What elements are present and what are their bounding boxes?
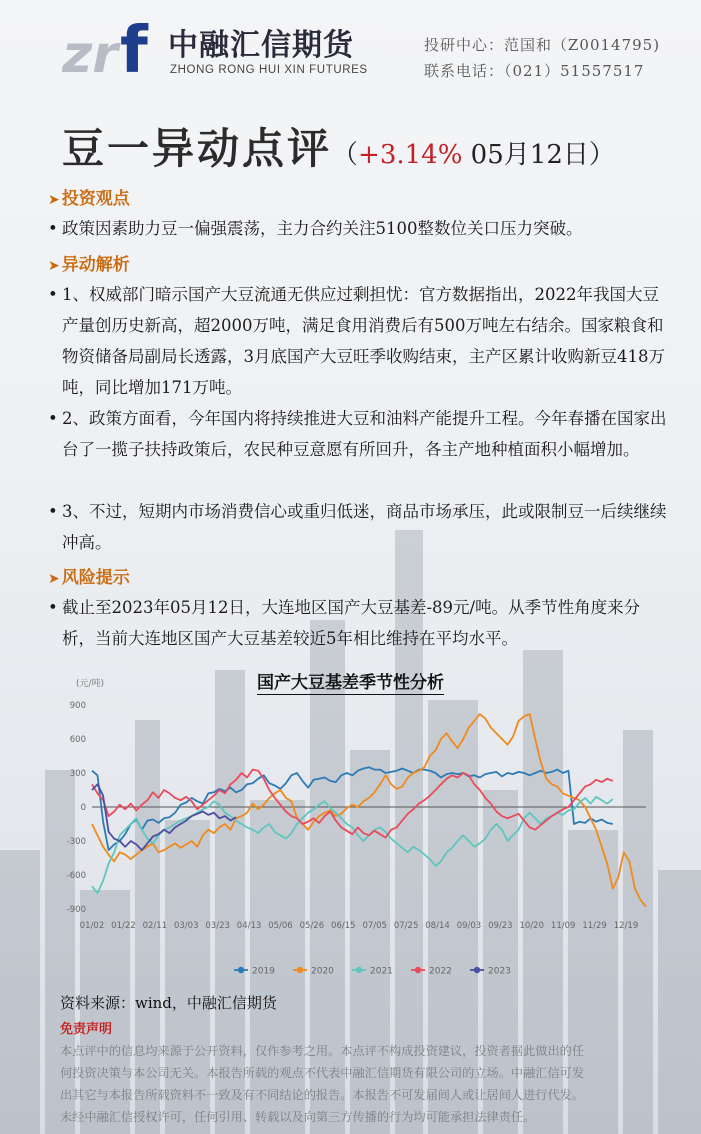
chart-title: 国产大豆基差季节性分析 <box>257 673 444 693</box>
x-tick-label: 03/03 <box>173 921 199 931</box>
x-tick-label: 11/29 <box>582 921 607 931</box>
title-date: 05月12日） <box>462 140 615 170</box>
disclaimer-line: 出其它与本报告所载资料不一致及有不同结论的报告。本报告不可发届间人或让居间人进行代发。 <box>60 1088 585 1102</box>
x-tick-label: 10/20 <box>519 921 545 931</box>
x-tick-label: 07/05 <box>362 921 387 931</box>
x-tick-label: 01/02 <box>79 921 105 931</box>
list-item: • 截止至2023年05月12日，大连地区国产大豆基差-89元/吨。从季节性角度来分析，当前大连地区国产大豆基差较近5年相比维持在平均水平。 <box>48 598 641 648</box>
x-tick-label: 08/14 <box>425 921 450 931</box>
data-source: 资料来源：wind，中融汇信期货 <box>60 994 277 1012</box>
x-tick-label: 02/11 <box>142 921 168 931</box>
company-name-cn: 中融汇信期货 <box>168 28 354 63</box>
y-tick-label: 600 <box>69 735 86 745</box>
company-logo-icon <box>62 14 158 78</box>
y-tick-label: 0 <box>80 803 86 813</box>
y-tick-label: -300 <box>66 837 86 847</box>
y-tick-label: -900 <box>66 905 86 915</box>
title-main: 豆一异动点评 <box>62 124 333 173</box>
title-change-pct: +3.14% <box>358 140 463 170</box>
section-heading-analysis: ➤ 异动解析 <box>48 255 130 275</box>
arrow-icon: ➤ <box>48 258 60 274</box>
legend-entry: 2022 <box>429 966 452 977</box>
title-open-paren: （ <box>332 140 359 170</box>
disclaimer-text <box>60 1040 660 1128</box>
x-tick-label: 03/23 <box>205 921 230 931</box>
legend-swatch-dot <box>474 967 480 973</box>
y-tick-label: 300 <box>69 769 86 779</box>
svg-text:f: f <box>120 14 148 78</box>
series-line-2021 <box>92 797 613 893</box>
list-item: • 2、政策方面看，今年国内将持续推进大豆和油料产能提升工程。今年春播在国家出台了一揽子扶持政策后，农民种豆意愿有所回升，各主产地种植面积小幅增加。 <box>48 409 667 459</box>
x-tick-label: 07/25 <box>393 921 419 931</box>
x-tick-label: 04/13 <box>236 921 262 931</box>
series-line-2020 <box>92 714 646 907</box>
legend-swatch-dot <box>297 967 303 973</box>
x-tick-label: 09/23 <box>488 921 513 931</box>
y-tick-label: -600 <box>66 871 86 881</box>
contact-researcher: 投研中心：范国和（Z0014795) <box>424 36 661 54</box>
y-tick-label: 900 <box>69 701 86 711</box>
legend-entry: 2019 <box>252 966 275 977</box>
legend-swatch-dot <box>356 967 362 973</box>
legend-swatch-dot <box>415 967 421 973</box>
disclaimer-heading: 免责声明 <box>60 1022 113 1037</box>
x-tick-label: 12/19 <box>613 921 639 931</box>
x-tick-label: 01/22 <box>111 921 136 931</box>
basis-seasonal-chart <box>0 672 701 987</box>
arrow-icon: ➤ <box>48 571 60 587</box>
disclaimer-line: 未经中融汇信授权许可，任何引用、转载以及向第三方传播的行为均可能承担法律责任。 <box>60 1110 536 1124</box>
x-tick-label: 11/09 <box>550 921 576 931</box>
disclaimer-line: 何投资决策与本公司无关。本报告所载的观点不代表中融汇信期货有限公司的立场。中融汇信可发 <box>60 1066 585 1080</box>
x-tick-label: 09/03 <box>456 921 482 931</box>
legend-entry: 2021 <box>370 966 393 977</box>
contact-phone: 联系电话：（021）51557517 <box>424 62 645 80</box>
company-name-en: ZHONG RONG HUI XIN FUTURES <box>170 64 368 76</box>
report-title <box>62 116 615 176</box>
y-axis-label: (元/吨) <box>76 679 105 689</box>
arrow-icon: ➤ <box>48 192 60 208</box>
list-item: • 1、权威部门暗示国产大豆流通无供应过剩担忧：官方数据指出，2022年我国大豆产量创历史新高，超2000万吨，满足食用消费后有500万吨左右结余。国家粮食和物资储备局副局长透露，3月底国产大豆旺季收购结束，主产区累计收购新豆418万吨，同比增加171万吨。 <box>48 285 665 397</box>
legend-entry: 2020 <box>311 966 334 977</box>
legend-swatch-dot <box>238 967 244 973</box>
list-item: • 3、不过，短期内市场消费信心或重归低迷，商品市场承压，此或限制豆一后续继续冲高。 <box>48 502 667 552</box>
x-tick-label: 05/06 <box>268 921 293 931</box>
svg-text:zr: zr <box>62 25 118 78</box>
x-tick-label: 06/15 <box>331 921 356 931</box>
section-heading-view: ➤ 投资观点 <box>48 189 130 209</box>
series-line-2019 <box>92 767 613 850</box>
legend-entry: 2023 <box>488 966 511 977</box>
section-heading-risk: ➤ 风险提示 <box>48 568 130 588</box>
x-tick-label: 05/26 <box>299 921 325 931</box>
list-item: • 政策因素助力豆一偏强震荡，主力合约关注5100整数位关口压力突破。 <box>48 219 583 238</box>
disclaimer-line: 本点评中的信息均来源于公开资料，仅作参考之用。本点评不构成投资建议，投资者据此做出的任 <box>60 1044 585 1058</box>
